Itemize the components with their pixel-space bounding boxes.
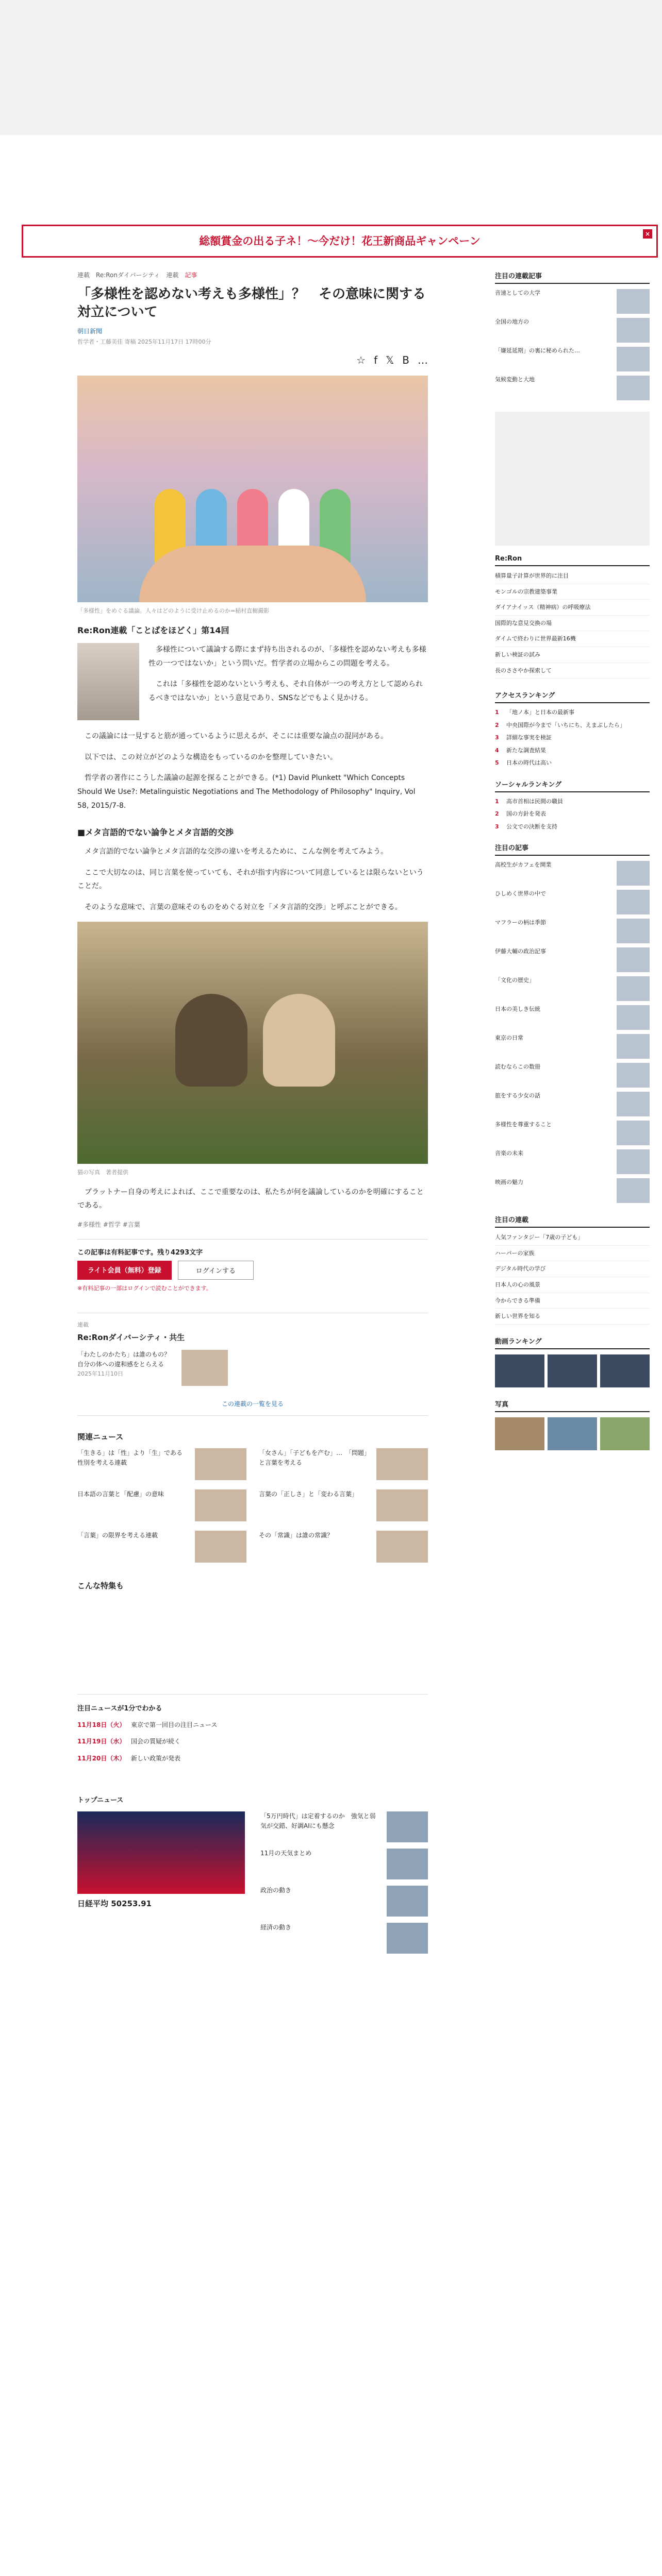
related-item[interactable] [259, 1448, 428, 1480]
byline-publisher[interactable]: 朝日新聞 [77, 328, 103, 335]
paragraph: ここで大切なのは、同じ言葉を使っていても、それが指す内容について同意しているとは限らないということだ。 [77, 868, 424, 891]
paragraph: 以下では、この対立がどのような構造をもっているのかを整理していきたい。 [85, 753, 337, 761]
related-title: その「常識」は誰の常識？ [259, 1531, 334, 1539]
breadcrumb-item[interactable]: 記事 [185, 272, 197, 279]
video-thumb[interactable] [600, 1354, 650, 1387]
news-timeline [77, 1694, 428, 1764]
login-button[interactable]: ログインする [178, 1261, 254, 1280]
feature-heading: こんな特集も [77, 1581, 124, 1590]
section-heading: ■メタ言語的でない論争とメタ言語的交渉 [77, 827, 234, 838]
related-thumbnail [195, 1489, 246, 1521]
serial-label: 連載 [77, 1321, 89, 1328]
breadcrumb [77, 270, 428, 279]
timeline-item[interactable] [77, 1720, 428, 1730]
paragraph: これは「多様性を認めないという考えも、それ自体が一つの考え方として認められるべきではないか」という意見であり、SNSなどでもよく見かける。 [148, 680, 423, 702]
timeline-time: 11月19日（水） [77, 1738, 126, 1745]
sidebar-heading: 注目の連載記事 [495, 270, 650, 284]
top-news-title: 政治の動き [260, 1886, 292, 1894]
article-date: 2025年11月17日 17時00分 [138, 338, 211, 346]
sidebar-heading: 注目の連載 [495, 1214, 650, 1228]
timeline-time: 11月20日（木） [77, 1754, 126, 1762]
sidebar-heading: Re:Ron [495, 555, 650, 566]
hatena-icon[interactable]: B [402, 354, 409, 367]
sidebar-link[interactable]: 今からできる準備 [495, 1296, 650, 1309]
sidebar-heading: アクセスランキング [495, 690, 650, 703]
sidebar-item[interactable]: 旅をする少女の話 [495, 1092, 650, 1116]
paragraph: プラットナー自身の考えによれば、ここで重要なのは、私たちが何を議論しているのかを明確にすることである。 [77, 1188, 424, 1210]
paragraph: 哲学者の著作にこうした議論の起源を探ることができる。(*1) David Plunkett "Which Concepts Should We Use?: Metalinguistic Negotiations and The Methodology of Philosophy" Inquiry, Vol 58, 2015/7-8. [77, 774, 416, 810]
top-news-heading: トップニュース [77, 1796, 124, 1804]
sidebar-link[interactable]: 長のささやか探索して [495, 666, 650, 679]
top-news-thumb [387, 1923, 428, 1954]
main-column [77, 270, 428, 1954]
timeline-text: 東京で第一回目の注目ニュース [131, 1721, 218, 1728]
sidebar-item[interactable]: ひしめく世界の中で [495, 890, 650, 914]
serial-title[interactable]: Re:Ronダイバーシティ・共生 [77, 1332, 185, 1342]
sidebar-heading: 写真 [495, 1399, 650, 1412]
sidebar-box [495, 690, 650, 768]
site-header [0, 135, 662, 212]
image-caption: 猫の写真 著者提供 [77, 1168, 128, 1176]
timeline-text: 国会の質疑が続く [131, 1738, 181, 1745]
sidebar-thumb [617, 318, 650, 343]
photo-thumb[interactable] [548, 1417, 597, 1450]
share-bar [77, 354, 428, 366]
register-button[interactable]: ライト会員（無料）登録 [77, 1261, 172, 1280]
related-thumbnail [376, 1448, 428, 1480]
article-title: 「多様性を認めない考えも多様性」？ その意味に関する対立について [77, 286, 426, 320]
ranking-item[interactable]: 1 「地ノ本」と日本の最新事 [495, 709, 574, 716]
series-head: Re:Ron連載「ことばをほどく」第14回 [77, 625, 229, 636]
sidebar-link[interactable]: 積算量子計算が世界的に注目 [495, 571, 650, 584]
breadcrumb-item[interactable]: 連載 [166, 272, 179, 279]
bookmark-icon[interactable]: ☆ [356, 354, 366, 367]
sidebar-thumb [617, 376, 650, 400]
top-news-title: 経済の動き [260, 1923, 292, 1931]
ranking-item[interactable]: 3 公文での決断を支持 [495, 823, 557, 830]
x-icon[interactable]: 𝕏 [386, 354, 394, 367]
tags[interactable]: #多様性 #哲学 #言葉 [77, 1221, 140, 1228]
related-title: 「女さん」「子どもを产む」… 「問題」と言葉を考える [259, 1449, 371, 1466]
sidebar-thumb [617, 289, 650, 314]
sidebar-item[interactable]: 「嫌延延期」の裏に秘められた… [495, 347, 650, 371]
sidebar-link[interactable]: 新しい世界を知る [495, 1312, 650, 1325]
top-news-item[interactable] [260, 1849, 428, 1879]
ranking-item[interactable]: 4 新たな調査結果 [495, 747, 546, 754]
breadcrumb-item[interactable]: 連載 [77, 272, 90, 279]
more-link[interactable]: この連載の一覧を見る [77, 1399, 428, 1416]
cat-figure [263, 994, 335, 1087]
close-icon[interactable]: × [643, 229, 652, 239]
top-news-image[interactable] [77, 1811, 245, 1894]
related-thumbnail [376, 1489, 428, 1521]
byline [77, 327, 428, 335]
paywall-title: この記事は有料記事です。残り4293文字 [77, 1248, 203, 1257]
timeline-item[interactable] [77, 1753, 428, 1764]
sidebar-heading: 注目の記事 [495, 842, 650, 856]
byline-sub: 哲学者・工藤美佳 寄稿 [77, 338, 136, 346]
ranking-item[interactable]: 5 日本の時代は高い [495, 759, 552, 767]
sidebar-item[interactable]: 映画の魅力 [495, 1178, 650, 1203]
related-title: 日本語の言葉と「配慮」の意味 [77, 1490, 164, 1498]
timeline-item[interactable] [77, 1736, 428, 1747]
video-thumb[interactable] [495, 1354, 544, 1387]
top-news-item[interactable] [260, 1886, 428, 1917]
sidebar-item[interactable]: 伊藤大輔の政治記事 [495, 947, 650, 972]
related-item[interactable] [77, 1448, 246, 1480]
paragraph: 多様性について議論する際にまず持ち出されるのが、「多様性を認めない考えも多様性の一つではないか」という問いだ。哲学者の立場からこの問題を考える。 [148, 646, 426, 668]
sidebar-link[interactable]: ハーパーの家族 [495, 1249, 650, 1262]
top-news-title: 11月の天気まとめ [260, 1849, 312, 1857]
sidebar-item[interactable]: 高校生がカフェを開業 [495, 861, 650, 886]
sidebar-item[interactable]: マフラーの柄は季節 [495, 919, 650, 943]
top-news-thumb [387, 1886, 428, 1917]
campaign-banner[interactable] [22, 225, 658, 258]
paywall-note: ※有料記事の一部はログインで読むことができます。 [77, 1284, 212, 1292]
breadcrumb-item[interactable]: Re:Ronダイバーシティ [96, 272, 160, 279]
paywall-box [77, 1239, 428, 1292]
sidebar-box [495, 779, 650, 832]
timeline-text: 新しい政策が発表 [131, 1754, 181, 1762]
serial-item-date: 2025年11月10日 [77, 1370, 123, 1378]
sidebar-item[interactable]: 気候変動と大地 [495, 376, 650, 400]
paragraph: この議論には一見すると筋が通っているように思えるが、そこには重要な論点の混同がある。 [85, 732, 388, 741]
sidebar-item[interactable]: 読むならこの数冊 [495, 1063, 650, 1088]
serial-thumbnail [181, 1350, 228, 1386]
related-item[interactable] [77, 1531, 246, 1563]
paragraph: メタ言語的でない論争とメタ言語的な交渉の違いを考えるために、こんな例を考えてみよう。 [85, 848, 388, 856]
sidebar [495, 270, 650, 1462]
article-hero-image [77, 376, 428, 602]
top-news-title: 「5万円時代」は定着するのか 強気と弱気が交錯、好調AIにも懸念 [260, 1812, 376, 1830]
video-thumb[interactable] [548, 1354, 597, 1387]
hand-image [139, 546, 366, 602]
cat-figure [175, 994, 247, 1087]
top-ad-area [0, 0, 662, 135]
cat-image [77, 922, 428, 1164]
related-thumbnail [376, 1531, 428, 1563]
top-news-thumb [387, 1811, 428, 1842]
timeline-heading: 注目ニュースが1分でわかる [77, 1704, 162, 1713]
sidebar-link[interactable]: デジタル時代の学び [495, 1264, 650, 1277]
ranking-item[interactable]: 3 詳細な事実を検証 [495, 734, 552, 741]
article-meta [77, 337, 428, 346]
serial-box [77, 1313, 428, 1386]
sidebar-item[interactable]: 音楽の未来 [495, 1149, 650, 1174]
sidebar-item[interactable]: 音速としての大学 [495, 289, 650, 314]
sidebar-item[interactable]: 東京の日常 [495, 1034, 650, 1059]
related-title: 言葉の「正しさ」と「変わる言葉」 [259, 1490, 358, 1498]
timeline-time: 11月18日（火） [77, 1721, 126, 1728]
sidebar-link[interactable]: 人気ファンタジー「7歳の子ども」 [495, 1233, 650, 1246]
sidebar-item[interactable]: 多様性を尊重すること [495, 1121, 650, 1145]
top-news [77, 1794, 428, 1954]
facebook-icon[interactable]: f [374, 354, 378, 367]
serial-item-title: 「わたしのかたち」は誰のもの？ 自分の体への違和感をとらえる [77, 1350, 177, 1368]
related-title: 「生きる」は「性」より「生」である 性別を考える連載 [77, 1449, 189, 1466]
campaign-text: 総額賞金の出る子ネ！〜今だけ！花王新商品ギャンペーン [199, 235, 481, 247]
top-news-big-title[interactable]: 日経平均 50253.91 [77, 1899, 152, 1908]
sidebar-box [495, 842, 650, 1203]
top-news-thumb [387, 1849, 428, 1879]
ranking-item[interactable]: 2 中央国際が今まで「いちにち、えまぶしたら」 [495, 721, 625, 728]
image-caption: 「多様性」をめぐる議論。人々はどのように受け止めるのか=稲村直樹撮影 [77, 607, 270, 615]
related-item[interactable] [259, 1531, 428, 1563]
related-item[interactable] [259, 1489, 428, 1521]
ranking-item[interactable]: 1 高市首相は民間の職員 [495, 798, 563, 805]
sidebar-link[interactable]: ダイムで終わりに世界最新16機 [495, 634, 650, 647]
serial-item[interactable] [77, 1350, 428, 1386]
photo-box [495, 1399, 650, 1450]
related-list [77, 1448, 428, 1563]
author-intro [77, 643, 428, 720]
ranking-item[interactable]: 2 国の方針を発表 [495, 810, 546, 818]
sidebar-box [495, 270, 650, 400]
sidebar-box [495, 1214, 650, 1325]
photo-thumb[interactable] [600, 1417, 650, 1450]
sidebar-ad[interactable] [495, 412, 650, 546]
related-thumbnail [195, 1448, 246, 1480]
top-news-item[interactable] [260, 1923, 428, 1954]
related-title: 「言葉」の限界を考える連載 [77, 1531, 158, 1539]
sidebar-link[interactable]: 新しい検証の試み [495, 650, 650, 663]
sidebar-item[interactable]: 日本の美しき伝統 [495, 1005, 650, 1030]
related-thumbnail [195, 1531, 246, 1563]
sidebar-heading: 動画ランキング [495, 1336, 650, 1349]
photo-thumb[interactable] [495, 1417, 544, 1450]
sidebar-box [495, 555, 650, 679]
sidebar-link[interactable]: 国際的な意見交換の場 [495, 619, 650, 632]
related-heading: 関連ニュース [77, 1432, 124, 1442]
more-icon[interactable]: … [418, 354, 428, 367]
sidebar-link[interactable]: ダイアナイッス（精神病）の呼吸療法 [495, 603, 650, 616]
top-news-item[interactable] [260, 1811, 428, 1842]
sidebar-heading: ソーシャルランキング [495, 779, 650, 792]
paragraph: そのような意味で、言葉の意味そのものをめぐる対立を「メタ言語的交渉」と呼ぶことができる。 [85, 903, 402, 911]
related-item[interactable] [77, 1489, 246, 1521]
sidebar-link[interactable]: 日本人の心の風景 [495, 1280, 650, 1293]
sidebar-thumb [617, 347, 650, 371]
sidebar-item[interactable]: 「文化の歴史」 [495, 976, 650, 1001]
sidebar-item[interactable]: 全国の地方の [495, 318, 650, 343]
video-ranking [495, 1336, 650, 1387]
author-portrait [77, 643, 139, 720]
sidebar-link[interactable]: モンゴルの宗教建築事業 [495, 587, 650, 600]
